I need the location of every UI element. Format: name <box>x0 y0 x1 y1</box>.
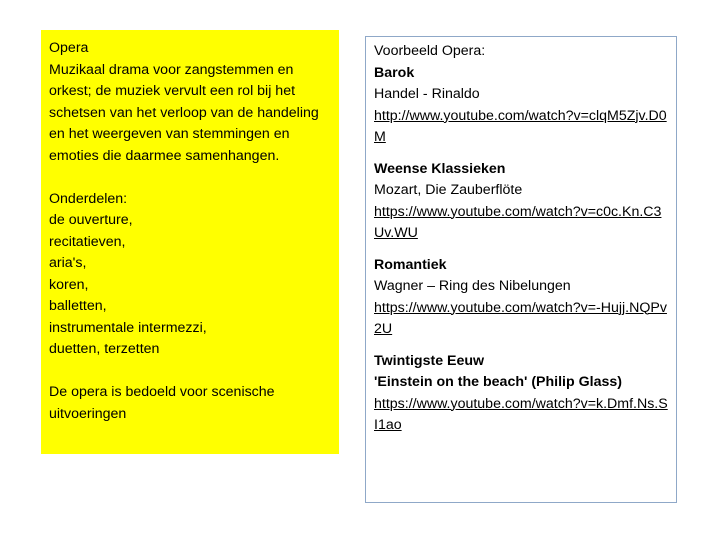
work-title: Handel - Rinaldo <box>374 86 480 102</box>
part-item: de ouverture, <box>49 212 133 228</box>
part-item: duetten, terzetten <box>49 341 160 357</box>
example-section-romantiek <box>374 255 668 341</box>
spacer <box>374 149 668 159</box>
example-section-barok <box>374 63 668 149</box>
work-title: Mozart, Die Zauberflöte <box>374 182 523 198</box>
opera-definition-box <box>41 30 339 454</box>
part-item: instrumentale intermezzi, <box>49 319 207 336</box>
spacer <box>374 245 668 255</box>
opera-description: Muzikaal drama voor zangstemmen en orkest; de muziek vervult een rol bij het schetsen van het verloop van de handeling en het weergeven van stemmingen en emoties die daarmee samenhangen. <box>49 61 319 164</box>
work-title: Wagner – Ring des Nibelungen <box>374 278 571 294</box>
part-item: koren, <box>49 276 89 293</box>
period-label: Twintigste Eeuw <box>374 352 485 369</box>
spacer <box>49 361 331 383</box>
period-label: Barok <box>374 64 415 81</box>
video-link[interactable]: https://www.youtube.com/watch?v=k.Dmf.Ns.SI1ao <box>374 395 668 433</box>
part-item: aria's, <box>49 255 87 271</box>
part-item: recitatieven, <box>49 233 126 250</box>
video-link[interactable]: https://www.youtube.com/watch?v=c0c.Kn.C3Uv.WU <box>374 203 662 241</box>
spacer <box>374 341 668 351</box>
opera-examples-box <box>365 36 677 503</box>
part-item: balletten, <box>49 298 107 314</box>
spacer <box>49 167 331 189</box>
period-label: Romantiek <box>374 256 447 273</box>
parts-heading: Onderdelen: <box>49 190 128 207</box>
video-link[interactable]: http://www.youtube.com/watch?v=clqM5Zjv.D0M <box>374 107 667 145</box>
video-link[interactable]: https://www.youtube.com/watch?v=-Hujj.NQPv2U <box>374 299 667 337</box>
example-section-weense-klassieken <box>374 159 668 245</box>
examples-heading: Voorbeeld Opera: <box>374 43 486 59</box>
period-label: Weense Klassieken <box>374 160 506 177</box>
opera-closing: De opera is bedoeld voor scenische uitvoeringen <box>49 384 275 422</box>
opera-title: Opera <box>49 40 89 56</box>
work-title: 'Einstein on the beach' (Philip Glass) <box>374 374 622 390</box>
example-section-twintigste-eeuw <box>374 351 668 437</box>
